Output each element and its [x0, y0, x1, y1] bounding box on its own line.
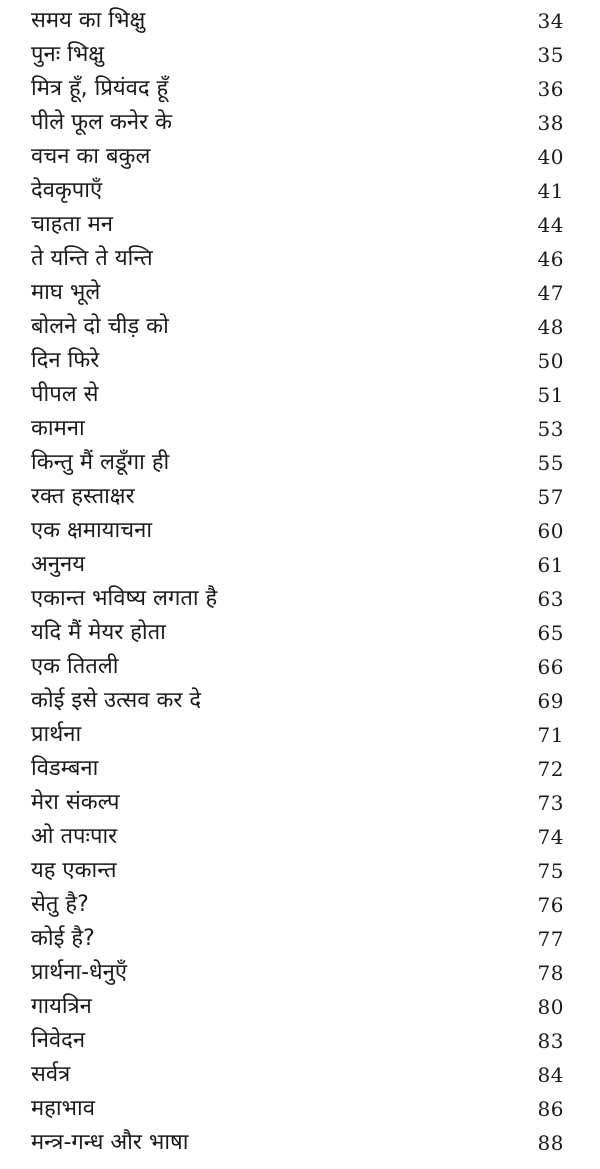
toc-entry: [0, 752, 600, 786]
entry-page-number: 73: [537, 791, 564, 815]
entry-page-number: 35: [537, 43, 564, 67]
entry-page-number: 65: [537, 621, 564, 645]
entry-title: सर्वत्र: [31, 1062, 71, 1087]
entry-page-number: 77: [537, 927, 564, 951]
entry-page-number: 53: [537, 417, 564, 441]
toc-entry: [0, 72, 600, 106]
entry-title: ओ तपःपार: [31, 824, 118, 849]
entry-title: देवकृपाएँ: [31, 178, 103, 203]
entry-title: सेतु है?: [31, 892, 89, 917]
entry-page-number: 36: [537, 77, 564, 101]
entry-title: मन्त्र-गन्ध और भाषा: [31, 1130, 189, 1155]
entry-page-number: 47: [537, 281, 564, 305]
toc-entry: [0, 684, 600, 718]
entry-page-number: 61: [537, 553, 564, 577]
entry-page-number: 71: [537, 723, 564, 747]
toc-entry: [0, 616, 600, 650]
entry-title: गायत्रिन: [31, 994, 92, 1019]
entry-title: दिन फिरे: [31, 348, 100, 373]
entry-title: पुनः भिक्षु: [31, 42, 105, 67]
entry-title: मेरा संकल्प: [31, 790, 120, 815]
entry-title: पीले फूल कनेर के: [31, 110, 172, 135]
entry-page-number: 51: [537, 383, 564, 407]
toc-entry: [0, 140, 600, 174]
toc-entry: [0, 276, 600, 310]
entry-title: निवेदन: [31, 1028, 86, 1053]
entry-page-number: 46: [537, 247, 564, 271]
toc-entry: [0, 582, 600, 616]
toc-entry: [0, 1058, 600, 1092]
toc-entry: [0, 548, 600, 582]
toc-entry: [0, 310, 600, 344]
entry-title: किन्तु मैं लडूँगा ही: [31, 450, 170, 475]
toc-entry: [0, 106, 600, 140]
toc-entry: [0, 1126, 600, 1160]
entry-title: एकान्त भविष्य लगता है: [31, 586, 218, 611]
entry-title: यह एकान्त: [31, 858, 117, 883]
toc-entry: [0, 242, 600, 276]
entry-page-number: 69: [537, 689, 564, 713]
entry-title: कोई है?: [31, 926, 95, 951]
entry-page-number: 86: [537, 1097, 564, 1121]
entry-page-number: 78: [537, 961, 564, 985]
entry-page-number: 48: [537, 315, 564, 339]
entry-title: मित्र हूँ, प्रियंवद हूँ: [31, 76, 169, 101]
toc-entry: [0, 718, 600, 752]
entry-page-number: 55: [537, 451, 564, 475]
entry-page-number: 50: [537, 349, 564, 373]
entry-page-number: 75: [537, 859, 564, 883]
entry-page-number: 72: [537, 757, 564, 781]
toc-entry: [0, 174, 600, 208]
entry-page-number: 63: [537, 587, 564, 611]
entry-title: एक तितली: [31, 654, 119, 679]
entry-title: यदि मैं मेयर होता: [31, 620, 166, 645]
toc-entry: [0, 208, 600, 242]
entry-page-number: 34: [537, 9, 564, 33]
toc-entry: [0, 956, 600, 990]
entry-title: अनुनय: [31, 552, 85, 577]
entry-title: एक क्षमायाचना: [31, 518, 153, 543]
entry-title: बोलने दो चीड़ को: [31, 314, 169, 339]
toc-entry: [0, 990, 600, 1024]
entry-page-number: 40: [537, 145, 564, 169]
toc-entry: [0, 854, 600, 888]
toc-entry: [0, 480, 600, 514]
toc-entry: [0, 514, 600, 548]
toc-entry: [0, 1092, 600, 1126]
entry-title: रक्त हस्ताक्षर: [31, 484, 135, 509]
entry-title: वचन का बकुल: [31, 144, 151, 169]
entry-page-number: 76: [537, 893, 564, 917]
entry-title: ते यन्ति ते यन्ति: [31, 246, 153, 271]
entry-page-number: 66: [537, 655, 564, 679]
entry-page-number: 84: [537, 1063, 564, 1087]
toc-entry: [0, 820, 600, 854]
toc-entry: [0, 378, 600, 412]
toc-entry: [0, 650, 600, 684]
entry-page-number: 57: [537, 485, 564, 509]
entry-page-number: 88: [537, 1131, 564, 1155]
entry-title: विडम्बना: [31, 756, 99, 781]
entry-title: कामना: [31, 416, 85, 441]
toc-entry: [0, 1024, 600, 1058]
entry-title: प्रार्थना-धेनुएँ: [31, 960, 128, 985]
entry-title: कोई इसे उत्सव कर दे: [31, 688, 202, 713]
toc-entry: [0, 786, 600, 820]
entry-page-number: 41: [537, 179, 564, 203]
entry-title: महाभाव: [31, 1096, 95, 1121]
entry-page-number: 38: [537, 111, 564, 135]
entry-title: समय का भिक्षु: [31, 8, 146, 33]
entry-title: पीपल से: [31, 382, 99, 407]
toc-entry: [0, 888, 600, 922]
toc-entry: [0, 4, 600, 38]
entry-page-number: 74: [537, 825, 564, 849]
toc-entry: [0, 412, 600, 446]
entry-page-number: 60: [537, 519, 564, 543]
toc-entry: [0, 922, 600, 956]
entry-title: चाहता मन: [31, 212, 113, 237]
entry-page-number: 44: [537, 213, 564, 237]
entry-page-number: 83: [537, 1029, 564, 1053]
entry-page-number: 80: [537, 995, 564, 1019]
toc-entry: [0, 38, 600, 72]
entry-title: माघ भूले: [31, 280, 101, 305]
entry-title: प्रार्थना: [31, 722, 82, 747]
toc-entry: [0, 446, 600, 480]
toc-entry: [0, 344, 600, 378]
